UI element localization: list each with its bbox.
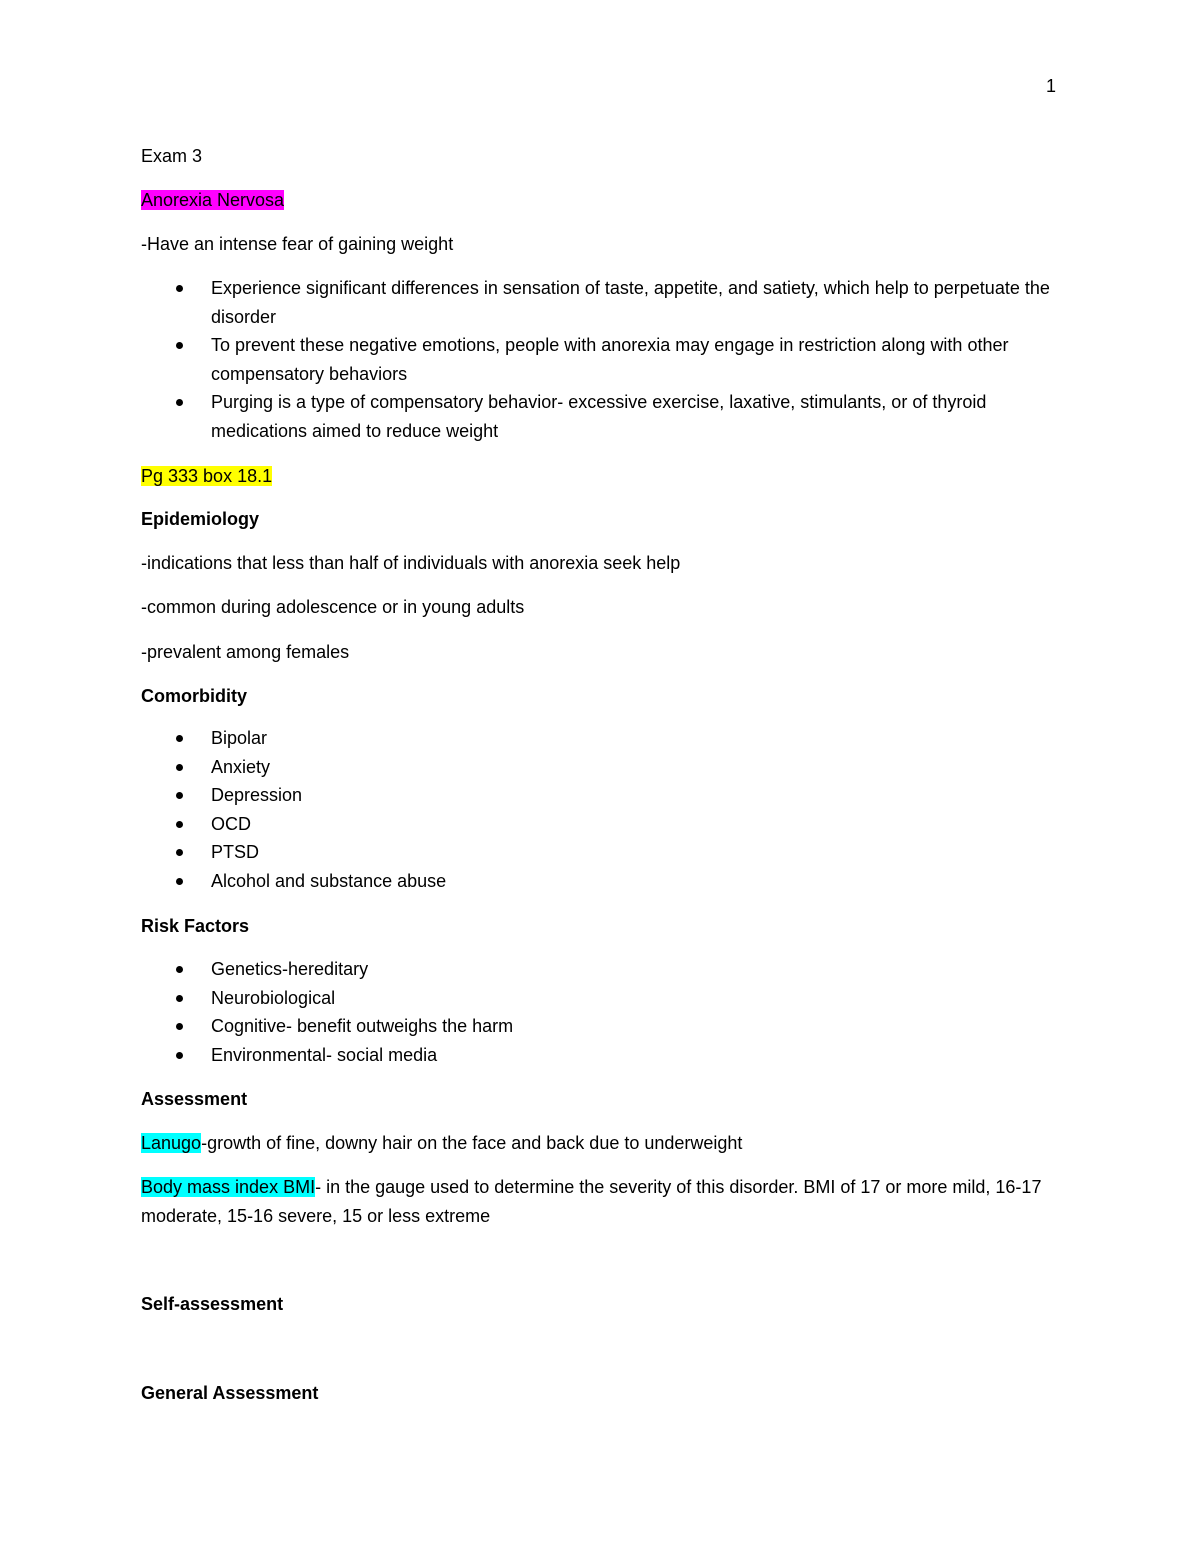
- comorbidity-heading: Comorbidity: [141, 686, 247, 706]
- bullet-icon: [176, 792, 183, 799]
- list-item: [141, 724, 1061, 753]
- bullet-icon: [176, 878, 183, 885]
- page-number: 1: [1046, 76, 1057, 96]
- bullet-icon: [176, 735, 183, 742]
- list-item: [141, 331, 1061, 388]
- exam-title: Exam 3: [141, 146, 203, 166]
- bullet-icon: [176, 399, 183, 406]
- general-assessment-heading: General Assessment: [141, 1383, 319, 1403]
- list-item: [141, 838, 1061, 867]
- anorexia-heading: [141, 189, 284, 211]
- bmi-term: Body mass index BMI: [141, 1177, 316, 1197]
- list-item: [141, 984, 1061, 1013]
- lanugo-definition: -growth of fine, downy hair on the face and back due to underweight: [201, 1133, 743, 1153]
- list-item-text: Purging is a type of compensatory behavior- excessive exercise, laxative, stimulants, or of thyroid medications aimed to reduce weight: [211, 392, 987, 441]
- epidemiology-heading: Epidemiology: [141, 509, 260, 529]
- epidemiology-line-3: -prevalent among females: [141, 642, 350, 662]
- list-item-text: Anxiety: [211, 756, 271, 777]
- bullet-icon: [176, 1023, 183, 1030]
- list-item: [141, 753, 1061, 782]
- bullet-icon: [176, 849, 183, 856]
- bullet-icon: [176, 966, 183, 973]
- list-item: [141, 810, 1061, 839]
- bullet-icon: [176, 821, 183, 828]
- self-assessment-heading: Self-assessment: [141, 1294, 284, 1314]
- bullet-icon: [176, 342, 183, 349]
- assessment-heading: Assessment: [141, 1089, 248, 1109]
- risk-factors-heading: Risk Factors: [141, 916, 250, 936]
- list-item-text: Neurobiological: [211, 987, 336, 1008]
- bmi-definition: - in the gauge used to determine the severity of this disorder. BMI of 17 or more mild, 16-17 moderate, 15-16 severe, 15 or less extreme: [141, 1177, 1042, 1226]
- list-item-text: Bipolar: [211, 728, 268, 748]
- list-item-text: Experience significant differences in sensation of taste, appetite, and satiety, which help to perpetuate the disorder: [211, 278, 1050, 327]
- anorexia-bullet-list: [141, 274, 1061, 445]
- list-item-text: Environmental- social media: [211, 1044, 438, 1065]
- list-item-text: OCD: [211, 813, 251, 834]
- bullet-icon: [176, 995, 183, 1002]
- risk-factors-bullet-list: [141, 955, 1061, 1069]
- list-item: [141, 1041, 1061, 1070]
- list-item: [141, 867, 1061, 896]
- anorexia-intro: -Have an intense fear of gaining weight: [141, 234, 454, 254]
- epidemiology-line-1: -indications that less than half of individuals with anorexia seek help: [141, 553, 681, 573]
- bmi-paragraph: [141, 1173, 1061, 1231]
- list-item-text: Depression: [211, 785, 303, 805]
- lanugo-term: Lanugo: [141, 1133, 202, 1153]
- page-reference: [141, 465, 272, 487]
- list-item-text: Genetics-hereditary: [211, 959, 369, 979]
- list-item: [141, 1012, 1061, 1041]
- bullet-icon: [176, 764, 183, 771]
- comorbidity-bullet-list: [141, 724, 1061, 895]
- bullet-icon: [176, 285, 183, 292]
- list-item-text: PTSD: [211, 842, 260, 862]
- bullet-icon: [176, 1052, 183, 1059]
- list-item-text: Cognitive- benefit outweighs the harm: [211, 1016, 514, 1036]
- anorexia-heading-text: Anorexia Nervosa: [141, 190, 285, 210]
- list-item: [141, 388, 1061, 445]
- list-item: [141, 955, 1061, 984]
- page-reference-text: Pg 333 box 18.1: [141, 466, 273, 486]
- list-item-text: Alcohol and substance abuse: [211, 870, 447, 891]
- list-item: [141, 274, 1061, 331]
- list-item-text: To prevent these negative emotions, people with anorexia may engage in restriction along with other compensatory behaviors: [211, 335, 1009, 384]
- lanugo-line: [141, 1132, 742, 1154]
- epidemiology-line-2: -common during adolescence or in young adults: [141, 597, 525, 617]
- list-item: [141, 781, 1061, 810]
